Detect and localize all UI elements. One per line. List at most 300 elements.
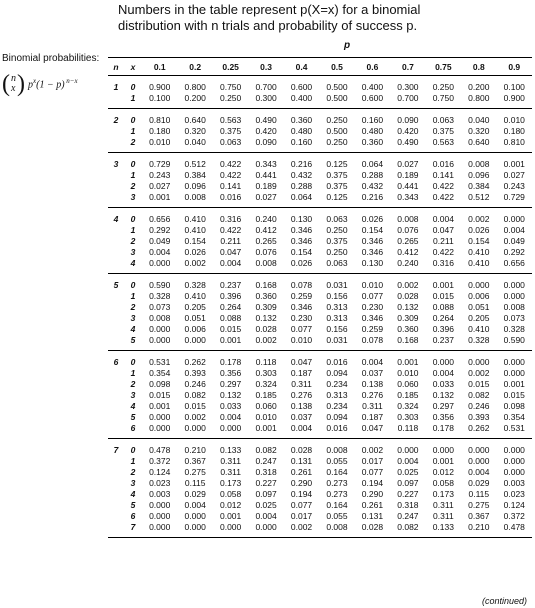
x-cell: 3 — [130, 247, 136, 257]
probability-cell: 0.356 — [432, 412, 454, 422]
x-cell: 0 — [130, 445, 136, 455]
probability-cell: 0.343 — [255, 159, 277, 169]
probability-cell: 0.004 — [432, 368, 454, 378]
probability-cell: 0.800 — [461, 93, 496, 109]
x-cell: 6 — [124, 423, 142, 439]
x-cell: 1 — [130, 291, 136, 301]
probability-cell: 0.000 — [503, 291, 525, 301]
probability-cell: 0.375 — [326, 236, 348, 246]
probability-cell: 0.265 — [397, 236, 419, 246]
n-cell — [108, 456, 124, 467]
probability-cell: 0.008 — [177, 192, 212, 208]
x-cell: 0 — [130, 115, 136, 125]
probability-cell: 0.141 — [432, 170, 454, 180]
table-row — [108, 368, 532, 379]
x-cell: 6 — [130, 511, 136, 521]
probability-cell: 0.033 — [219, 401, 242, 411]
probability-cell: 0.015 — [149, 390, 171, 400]
probability-cell: 0.311 — [220, 456, 241, 466]
probability-cell: 0.205 — [184, 302, 206, 312]
column-header-p: 0.3 — [260, 61, 272, 72]
probability-cell: 0.356 — [219, 368, 242, 378]
probability-cell: 0.015 — [468, 379, 490, 389]
binomial-table — [108, 57, 532, 538]
x-cell: 3 — [130, 390, 136, 400]
probability-cell: 0.063 — [432, 115, 454, 125]
x-cell: 2 — [130, 379, 136, 389]
probability-cell: 0.318 — [255, 467, 277, 477]
probability-cell: 0.125 — [326, 159, 348, 169]
probability-cell: 0.033 — [432, 379, 454, 389]
probability-cell: 0.343 — [390, 192, 425, 208]
x-cell: 2 — [130, 302, 136, 312]
probability-cell: 0.396 — [219, 291, 242, 301]
n-cell — [108, 291, 124, 302]
n-cell — [108, 313, 124, 324]
probability-cell: 0.160 — [361, 115, 384, 125]
probability-cell: 0.292 — [149, 225, 171, 235]
probability-cell: 0.205 — [468, 313, 490, 323]
probability-cell: 0.154 — [184, 236, 206, 246]
probability-cell: 0.000 — [177, 335, 212, 351]
probability-cell: 0.250 — [326, 247, 348, 257]
probability-cell: 0.029 — [184, 489, 206, 499]
probability-cell: 0.115 — [468, 489, 490, 499]
probability-cell: 0.300 — [248, 93, 283, 109]
table-row — [108, 390, 532, 401]
table-row — [108, 126, 532, 137]
probability-cell: 0.316 — [426, 258, 461, 274]
probability-cell: 0.000 — [184, 511, 206, 521]
probability-cell: 0.500 — [326, 126, 348, 136]
probability-cell: 0.288 — [361, 170, 384, 180]
probability-cell: 0.000 — [149, 412, 171, 422]
probability-cell: 0.422 — [432, 247, 454, 257]
probability-cell: 0.078 — [355, 335, 390, 351]
probability-cell: 0.160 — [284, 137, 319, 153]
x-cell: 0 — [130, 214, 136, 224]
probability-cell: 0.055 — [326, 456, 348, 466]
probability-cell: 0.001 — [503, 379, 525, 389]
probability-cell: 0.016 — [432, 159, 454, 169]
x-cell: 5 — [130, 412, 136, 422]
probability-cell: 0.211 — [433, 236, 454, 246]
probability-cell: 0.563 — [219, 115, 242, 125]
probability-cell: 0.512 — [461, 192, 496, 208]
probability-cell: 0.640 — [184, 115, 206, 125]
n-cell — [108, 522, 124, 538]
probability-cell: 0.047 — [290, 357, 313, 367]
probability-cell: 0.049 — [149, 236, 171, 246]
probability-cell: 0.130 — [290, 214, 313, 224]
probability-cell: 0.010 — [255, 412, 277, 422]
probability-cell: 0.367 — [184, 456, 206, 466]
probability-cell: 0.027 — [149, 181, 171, 191]
probability-cell: 0.015 — [219, 324, 242, 334]
probability-cell: 0.012 — [432, 467, 454, 477]
probability-cell: 0.002 — [184, 412, 206, 422]
probability-cell: 0.234 — [326, 379, 348, 389]
probability-cell: 0.156 — [326, 291, 348, 301]
probability-cell: 0.432 — [361, 181, 384, 191]
probability-cell: 0.247 — [255, 456, 277, 466]
n-cell — [108, 489, 124, 500]
table-body — [108, 76, 532, 538]
probability-cell: 0.031 — [319, 335, 354, 351]
table-row — [108, 258, 532, 274]
probability-cell: 0.216 — [355, 192, 390, 208]
column-header-p: 0.4 — [295, 61, 308, 72]
probability-cell: 0.008 — [468, 159, 490, 169]
table-row — [108, 153, 532, 171]
probability-cell: 0.004 — [397, 456, 419, 466]
probability-cell: 0.077 — [290, 324, 313, 334]
x-cell: 1 — [130, 170, 136, 180]
probability-cell: 0.138 — [361, 379, 384, 389]
probability-cell: 0.027 — [248, 192, 283, 208]
probability-cell: 0.384 — [468, 181, 490, 191]
probability-cell: 0.384 — [184, 170, 206, 180]
table-header — [108, 58, 532, 76]
probability-cell: 0.031 — [326, 280, 348, 290]
probability-cell: 0.237 — [426, 335, 461, 351]
probability-cell: 0.410 — [184, 225, 206, 235]
probability-cell: 0.640 — [461, 137, 496, 153]
probability-cell: 0.259 — [361, 324, 384, 334]
probability-cell: 0.178 — [219, 357, 242, 367]
x-cell: 5 — [130, 500, 136, 510]
x-cell: 1 — [130, 225, 136, 235]
n-cell — [108, 467, 124, 478]
left-paren: ( — [2, 71, 10, 97]
probability-cell: 0.531 — [497, 423, 532, 439]
probability-cell: 0.189 — [397, 170, 419, 180]
probability-cell: 0.900 — [497, 93, 532, 109]
probability-cell: 0.063 — [213, 137, 248, 153]
n-cell: 3 — [113, 159, 119, 169]
table-row — [108, 109, 532, 127]
probability-cell: 0.211 — [220, 236, 241, 246]
probability-cell: 0.318 — [397, 500, 419, 510]
probability-cell: 0.026 — [361, 214, 384, 224]
probability-cell: 0.098 — [149, 379, 171, 389]
probability-cell: 0.098 — [503, 401, 525, 411]
probability-cell: 0.090 — [397, 115, 419, 125]
probability-cell: 0.138 — [290, 401, 313, 411]
n-cell — [108, 324, 124, 335]
probability-cell: 0.006 — [468, 291, 490, 301]
table-row — [108, 467, 532, 478]
probability-cell: 0.115 — [184, 478, 206, 488]
probability-cell: 0.049 — [503, 236, 525, 246]
probability-cell: 0.360 — [290, 115, 313, 125]
table-row — [108, 351, 532, 369]
probability-cell: 0.016 — [319, 423, 354, 439]
probability-cell: 0.000 — [142, 335, 177, 351]
n-cell — [108, 258, 124, 274]
column-header-p: 0.9 — [508, 61, 521, 72]
probability-cell: 0.000 — [503, 456, 525, 466]
side-label: Binomial probabilities: — [2, 53, 100, 64]
probability-cell: 0.367 — [468, 511, 490, 521]
probability-cell: 0.000 — [503, 445, 525, 455]
probability-cell: 0.420 — [397, 126, 419, 136]
probability-cell: 0.412 — [255, 225, 277, 235]
probability-cell: 0.292 — [503, 247, 525, 257]
probability-cell: 0.000 — [142, 423, 177, 439]
x-cell: 1 — [130, 126, 136, 136]
table-row — [108, 478, 532, 489]
probability-cell: 0.237 — [219, 280, 242, 290]
probability-cell: 0.141 — [219, 181, 242, 191]
probability-cell: 0.420 — [255, 126, 277, 136]
table-row — [108, 439, 532, 457]
p-header: p — [344, 40, 351, 51]
table-row — [108, 274, 532, 292]
n-cell — [108, 302, 124, 313]
probability-cell: 0.230 — [361, 302, 384, 312]
probability-cell: 0.360 — [255, 291, 277, 301]
n-cell — [108, 225, 124, 236]
probability-cell: 0.004 — [284, 423, 319, 439]
probability-cell: 0.000 — [142, 522, 177, 538]
probability-cell: 0.180 — [149, 126, 171, 136]
formula-mid: (1 − p) — [36, 79, 65, 91]
binomial-coefficient — [2, 71, 25, 97]
probability-cell: 0.076 — [397, 225, 419, 235]
probability-cell: 0.187 — [361, 412, 384, 422]
probability-cell: 0.047 — [432, 225, 454, 235]
probability-cell: 0.200 — [468, 82, 490, 92]
probability-cell: 0.000 — [149, 500, 171, 510]
n-cell: 6 — [113, 357, 119, 367]
probability-cell: 0.276 — [290, 390, 313, 400]
probability-cell: 0.097 — [397, 478, 419, 488]
probability-cell: 0.010 — [397, 368, 419, 378]
probability-cell: 0.288 — [290, 181, 313, 191]
probability-cell: 0.000 — [432, 357, 454, 367]
probability-cell: 0.154 — [290, 247, 313, 257]
probability-cell: 0.082 — [255, 445, 277, 455]
column-header-p: 0.75 — [435, 61, 452, 72]
probability-cell: 0.100 — [142, 93, 177, 109]
n-cell — [108, 181, 124, 192]
probability-cell: 0.016 — [213, 192, 248, 208]
n-cell — [108, 379, 124, 390]
column-header-p: 0.25 — [222, 61, 239, 72]
probability-cell: 0.082 — [390, 522, 425, 538]
probability-cell: 0.276 — [361, 390, 384, 400]
column-header-p: 0.7 — [401, 61, 414, 72]
probability-cell: 0.346 — [290, 225, 313, 235]
probability-cell: 0.004 — [361, 357, 384, 367]
probability-cell: 0.422 — [219, 170, 242, 180]
header-row — [108, 58, 532, 76]
probability-cell: 0.016 — [326, 357, 348, 367]
probability-cell: 0.311 — [433, 500, 454, 510]
probability-cell: 0.001 — [213, 335, 248, 351]
probability-cell: 0.410 — [461, 258, 496, 274]
probability-cell: 0.132 — [397, 302, 419, 312]
probability-cell: 0.001 — [149, 401, 171, 411]
probability-cell: 0.500 — [319, 93, 354, 109]
probability-cell: 0.346 — [290, 302, 313, 312]
n-cell — [108, 247, 124, 258]
probability-cell: 0.015 — [503, 390, 525, 400]
probability-cell: 0.311 — [433, 511, 454, 521]
probability-cell: 0.261 — [290, 467, 313, 477]
probability-cell: 0.311 — [291, 379, 312, 389]
right-paren: ) — [17, 71, 25, 97]
probability-cell: 0.132 — [432, 390, 454, 400]
probability-cell: 0.313 — [326, 313, 348, 323]
probability-cell: 0.250 — [432, 82, 454, 92]
x-cell: 3 — [130, 478, 136, 488]
table-row — [108, 412, 532, 423]
table-row — [108, 247, 532, 258]
column-header-n: n — [113, 61, 119, 72]
column-header-p: 0.8 — [472, 61, 485, 72]
probability-cell: 0.063 — [326, 214, 348, 224]
probability-cell: 0.250 — [213, 93, 248, 109]
probability-cell: 0.309 — [397, 313, 419, 323]
probability-cell: 0.133 — [426, 522, 461, 538]
probability-cell: 0.490 — [390, 137, 425, 153]
probability-cell: 0.246 — [468, 401, 490, 411]
probability-cell: 0.480 — [290, 126, 313, 136]
table-row — [108, 181, 532, 192]
probability-cell: 0.187 — [290, 368, 313, 378]
n-cell — [108, 500, 124, 511]
probability-cell: 0.008 — [326, 445, 348, 455]
probability-cell: 0.346 — [290, 236, 313, 246]
probability-cell: 0.015 — [184, 401, 206, 411]
n-cell — [108, 236, 124, 247]
probability-cell: 0.156 — [326, 324, 348, 334]
probability-cell: 0.118 — [390, 423, 425, 439]
probability-cell: 0.017 — [361, 456, 384, 466]
n-cell — [108, 478, 124, 489]
table-row — [108, 192, 532, 208]
probability-cell: 0.200 — [177, 93, 212, 109]
x-cell: 1 — [130, 368, 136, 378]
x-cell: 4 — [130, 324, 136, 334]
probability-cell: 0.328 — [184, 280, 206, 290]
probability-cell: 0.002 — [468, 368, 490, 378]
probability-cell: 0.006 — [184, 324, 206, 334]
probability-cell: 0.029 — [468, 478, 490, 488]
n-cell — [108, 412, 124, 423]
x-cell: 2 — [130, 181, 136, 191]
probability-cell: 0.124 — [149, 467, 171, 477]
n-cell — [108, 137, 124, 153]
probability-cell: 0.000 — [397, 445, 419, 455]
probability-cell: 0.097 — [255, 489, 277, 499]
probability-cell: 0.025 — [397, 467, 419, 477]
probability-cell: 0.262 — [461, 423, 496, 439]
probability-cell: 0.800 — [184, 82, 206, 92]
table-row — [108, 76, 532, 94]
column-header-p: 0.2 — [189, 61, 202, 72]
probability-cell: 0.227 — [255, 478, 277, 488]
probability-cell: 0.008 — [319, 522, 354, 538]
x-cell: 4 — [130, 489, 136, 499]
probability-cell: 0.700 — [255, 82, 277, 92]
n-cell: 5 — [113, 280, 119, 290]
x-cell: 2 — [130, 236, 136, 246]
probability-cell: 0.060 — [397, 379, 419, 389]
probability-cell: 0.051 — [184, 313, 206, 323]
probability-cell: 0.243 — [149, 170, 171, 180]
probability-cell: 0.328 — [503, 324, 525, 334]
probability-cell: 0.094 — [326, 368, 348, 378]
probability-cell: 0.131 — [361, 511, 384, 521]
probability-cell: 0.275 — [184, 467, 206, 477]
probability-cell: 0.004 — [184, 500, 206, 510]
probability-cell: 0.132 — [219, 390, 242, 400]
table-row — [108, 423, 532, 439]
table-title — [118, 2, 530, 34]
probability-cell: 0.015 — [432, 291, 454, 301]
probability-cell: 0.008 — [248, 258, 283, 274]
probability-cell: 0.259 — [290, 291, 313, 301]
probability-cell: 0.004 — [149, 247, 171, 257]
probability-cell: 0.082 — [184, 390, 206, 400]
probability-cell: 0.275 — [468, 500, 490, 510]
probability-cell: 0.010 — [142, 137, 177, 153]
probability-cell: 0.313 — [326, 302, 348, 312]
probability-cell: 0.012 — [219, 500, 242, 510]
probability-cell: 0.210 — [184, 445, 206, 455]
probability-cell: 0.000 — [248, 522, 283, 538]
probability-cell: 0.375 — [326, 181, 348, 191]
probability-cell: 0.264 — [219, 302, 242, 312]
probability-cell: 0.000 — [177, 522, 212, 538]
probability-cell: 0.316 — [219, 214, 242, 224]
probability-cell: 0.060 — [255, 401, 277, 411]
x-cell: 0 — [130, 280, 136, 290]
probability-cell: 0.028 — [255, 324, 277, 334]
probability-cell: 0.210 — [461, 522, 496, 538]
probability-cell: 0.028 — [397, 291, 419, 301]
formula-rest — [28, 77, 78, 90]
probability-cell: 0.047 — [355, 423, 390, 439]
formula-p: p — [28, 79, 33, 91]
probability-cell: 0.512 — [184, 159, 206, 169]
binomial-top: n — [11, 73, 16, 84]
probability-cell: 0.246 — [184, 379, 206, 389]
probability-cell: 0.132 — [255, 313, 277, 323]
probability-cell: 0.154 — [361, 225, 384, 235]
probability-cell: 0.000 — [503, 368, 525, 378]
binomial-formula — [2, 71, 78, 97]
probability-cell: 0.311 — [220, 467, 241, 477]
probability-cell: 0.441 — [255, 170, 277, 180]
probability-cell: 0.000 — [468, 357, 490, 367]
probability-cell: 0.265 — [255, 236, 277, 246]
probability-cell: 0.002 — [361, 445, 384, 455]
probability-cell: 0.088 — [432, 302, 454, 312]
formula-exp-nx: n−x — [64, 77, 78, 86]
x-cell: 0 — [130, 159, 136, 169]
probability-cell: 0.064 — [361, 159, 384, 169]
probability-cell: 0.230 — [290, 313, 313, 323]
probability-cell: 0.002 — [284, 522, 319, 538]
probability-cell: 0.320 — [468, 126, 490, 136]
probability-cell: 0.600 — [355, 93, 390, 109]
probability-cell: 0.372 — [503, 511, 525, 521]
probability-cell: 0.412 — [397, 247, 419, 257]
